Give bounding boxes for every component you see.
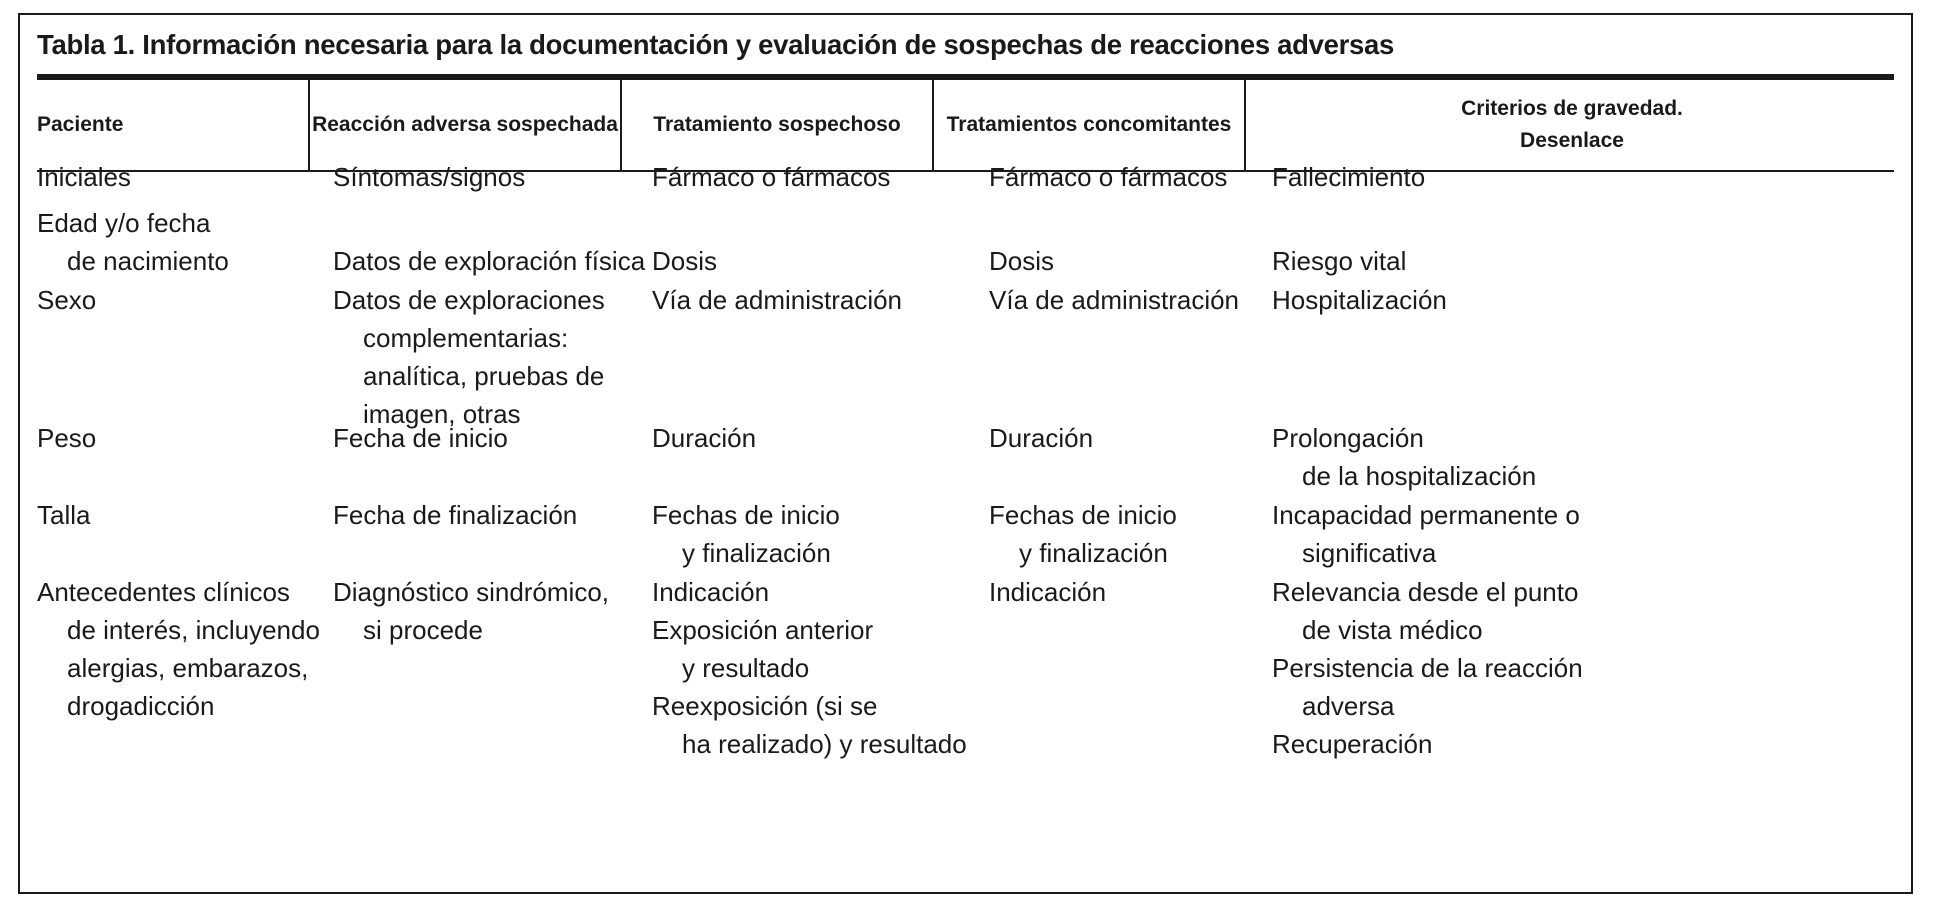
- cell-line: [652, 204, 717, 242]
- cell-paciente: [37, 496, 90, 534]
- cell-line: de vista médico: [1302, 615, 1483, 645]
- cell-line: analítica, pruebas de: [363, 361, 605, 391]
- cell-paciente: [37, 204, 229, 280]
- cell-line: Datos de exploración física: [333, 246, 646, 276]
- cell-concomitantes: [989, 573, 1106, 611]
- cell-criterios: [1272, 204, 1406, 280]
- cell-line: Riesgo vital: [1272, 246, 1407, 276]
- cell-line: Hospitalización: [1272, 285, 1447, 315]
- cell-line: Recuperación: [1272, 729, 1433, 759]
- cell-paciente: [37, 281, 96, 319]
- cell-line: de la hospitalización: [1302, 461, 1537, 491]
- cell-criterios: [1272, 281, 1447, 319]
- cell-line: Dosis: [989, 246, 1055, 276]
- header-line: Paciente: [37, 113, 124, 136]
- cell-line: imagen, otras: [363, 399, 521, 429]
- cell-reaccion: [333, 158, 525, 196]
- cell-line: Relevancia desde el punto: [1272, 577, 1579, 607]
- cell-tratamiento: [652, 419, 756, 457]
- cell-line: Dosis: [652, 246, 718, 276]
- cell-criterios: [1272, 158, 1425, 196]
- cell-paciente: [37, 419, 96, 457]
- table-frame: [18, 13, 1913, 894]
- header-paciente: [37, 80, 308, 170]
- header-line: Desenlace: [1520, 129, 1624, 152]
- cell-line: Vía de administración: [989, 285, 1240, 315]
- header-paciente-text: [37, 109, 123, 141]
- cell-line: complementarias:: [363, 323, 569, 353]
- header-criterios-text: [1461, 93, 1683, 157]
- cell-line: Duración: [989, 423, 1094, 453]
- cell-line: Persistencia de la reacción: [1272, 653, 1583, 683]
- cell-line: Sexo: [37, 285, 97, 315]
- cell-tratamiento: [652, 496, 840, 572]
- cell-concomitantes: [989, 419, 1093, 457]
- cell-line: Incapacidad permanente o: [1272, 500, 1580, 530]
- cell-line: Indicación: [652, 577, 770, 607]
- cell-concomitantes: [989, 158, 1227, 196]
- cell-tratamiento: [652, 158, 890, 196]
- header-line: Reacción adversa sospechada: [312, 113, 618, 136]
- header-concomitantes: [932, 80, 1244, 170]
- cell-line: significativa: [1302, 538, 1437, 568]
- cell-line: Iniciales: [37, 162, 131, 192]
- header-tratamiento: [620, 80, 932, 170]
- cell-line: drogadicción: [67, 691, 215, 721]
- cell-line: Fechas de inicio: [652, 500, 840, 530]
- cell-line: Datos de exploraciones: [333, 285, 605, 315]
- cell-paciente: [37, 158, 131, 196]
- cell-line: [333, 204, 645, 242]
- cell-line: Fecha de finalización: [333, 500, 578, 530]
- cell-line: Fármaco o fármacos: [989, 162, 1228, 192]
- header-line: Tratamientos concomitantes: [946, 113, 1232, 136]
- cell-concomitantes: [989, 204, 1054, 280]
- table-title: Tabla 1. Información necesaria para la documentación y evaluación de sospechas de reacciones adversas: [37, 29, 1395, 60]
- header-line: Tratamiento sospechoso: [653, 113, 901, 136]
- cell-line: [1272, 204, 1406, 242]
- cell-concomitantes: [989, 281, 1239, 319]
- cell-line: Fallecimiento: [1272, 162, 1426, 192]
- cell-line: adversa: [1302, 691, 1395, 721]
- cell-line: Fármaco o fármacos: [652, 162, 891, 192]
- cell-criterios: [1272, 419, 1536, 495]
- header-reaccion-text: [312, 109, 618, 141]
- cell-line: ha realizado) y resultado: [682, 729, 967, 759]
- cell-line: si procede: [363, 615, 483, 645]
- cell-line: Reexposición (si se: [652, 691, 878, 721]
- header-line: Criterios de gravedad.: [1461, 97, 1683, 120]
- cell-line: [989, 204, 1054, 242]
- header-reaccion: [308, 80, 620, 170]
- cell-line: Diagnóstico sindrómico,: [333, 577, 610, 607]
- cell-line: Peso: [37, 423, 97, 453]
- cell-criterios: [1272, 573, 1583, 763]
- cell-line: Prolongación: [1272, 423, 1424, 453]
- cell-tratamiento: [652, 573, 967, 763]
- cell-tratamiento: [652, 204, 717, 280]
- cell-line: Talla: [37, 500, 91, 530]
- cell-line: alergias, embarazos,: [67, 653, 309, 683]
- cell-line: y finalización: [682, 538, 831, 568]
- cell-line: de nacimiento: [67, 246, 229, 276]
- cell-reaccion: [333, 281, 605, 433]
- cell-reaccion: [333, 496, 577, 534]
- header-tratamiento-text: [653, 109, 900, 141]
- cell-line: Indicación: [989, 577, 1107, 607]
- cell-concomitantes: [989, 496, 1177, 572]
- cell-line: y finalización: [1019, 538, 1168, 568]
- table-header: [37, 80, 1894, 172]
- cell-line: Edad y/o fecha: [37, 208, 211, 238]
- cell-line: Síntomas/signos: [333, 162, 526, 192]
- cell-criterios: [1272, 496, 1580, 572]
- cell-reaccion: [333, 419, 508, 457]
- cell-line: Exposición anterior: [652, 615, 874, 645]
- cell-line: Fechas de inicio: [989, 500, 1177, 530]
- cell-tratamiento: [652, 281, 902, 319]
- header-criterios: [1244, 80, 1898, 170]
- cell-paciente: [37, 573, 320, 725]
- cell-line: de interés, incluyendo: [67, 615, 320, 645]
- header-concomitantes-text: [947, 109, 1232, 141]
- cell-reaccion: [333, 204, 645, 280]
- cell-line: Vía de administración: [652, 285, 903, 315]
- cell-line: Antecedentes clínicos: [37, 577, 290, 607]
- cell-line: y resultado: [682, 653, 810, 683]
- table-body: [37, 162, 1894, 892]
- cell-line: Duración: [652, 423, 757, 453]
- cell-reaccion: [333, 573, 609, 649]
- cell-line: Fecha de inicio: [333, 423, 508, 453]
